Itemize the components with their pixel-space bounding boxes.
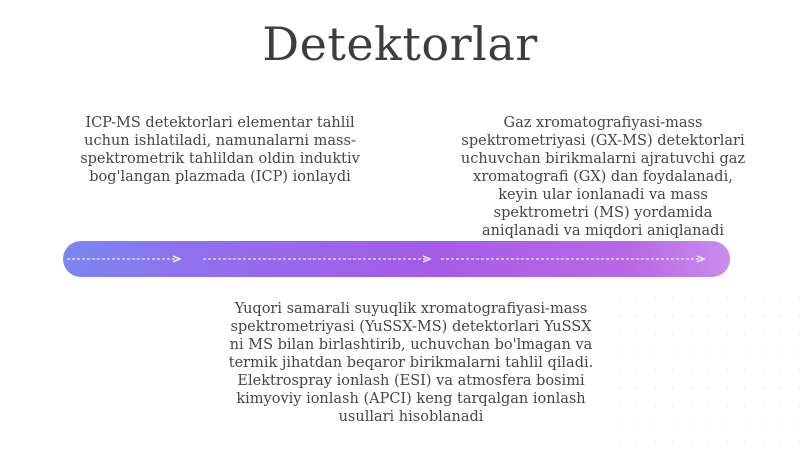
page-title: Detektorlar	[262, 17, 538, 71]
timeline-item-icp-ms: ICP-MS detektorlari elementar tahlil uchun ishlatiladi, namunalarni mass-spektrometrik tahlildan oldin induktiv bog'langan plazmada (ICP) ionlaydi	[80, 115, 360, 185]
timeline-bar	[63, 241, 730, 277]
decorative-dot-pattern	[610, 289, 800, 449]
timeline-item-yussx-ms: Yuqori samarali suyuqlik xromatografiyasi-mass spektrometriyasi (YuSSX-MS) detektorlari YuSSX ni MS bilan birlashtirib, uchuvchan bo'lmagan va termik jihatdan beqaror birikmalarni tahlil qiladi. Elektrospray ionlash (ESI) va atmosfera bosimi kimyoviy ionlash (APCI) keng tarqalgan ionlash usullari hisoblanadi	[228, 301, 594, 425]
timeline-arrows	[63, 241, 730, 277]
timeline-item-gx-ms: Gaz xromatografiyasi-mass spektrometriyasi (GX-MS) detektorlari uchuvchan birikmalarni ajratuvchi gaz xromatografi (GX) dan foydalanadi, keyin ular ionlanadi va mass spektrometri (MS) yordamida aniqlanadi va miqdori aniqlanadi	[460, 115, 746, 239]
